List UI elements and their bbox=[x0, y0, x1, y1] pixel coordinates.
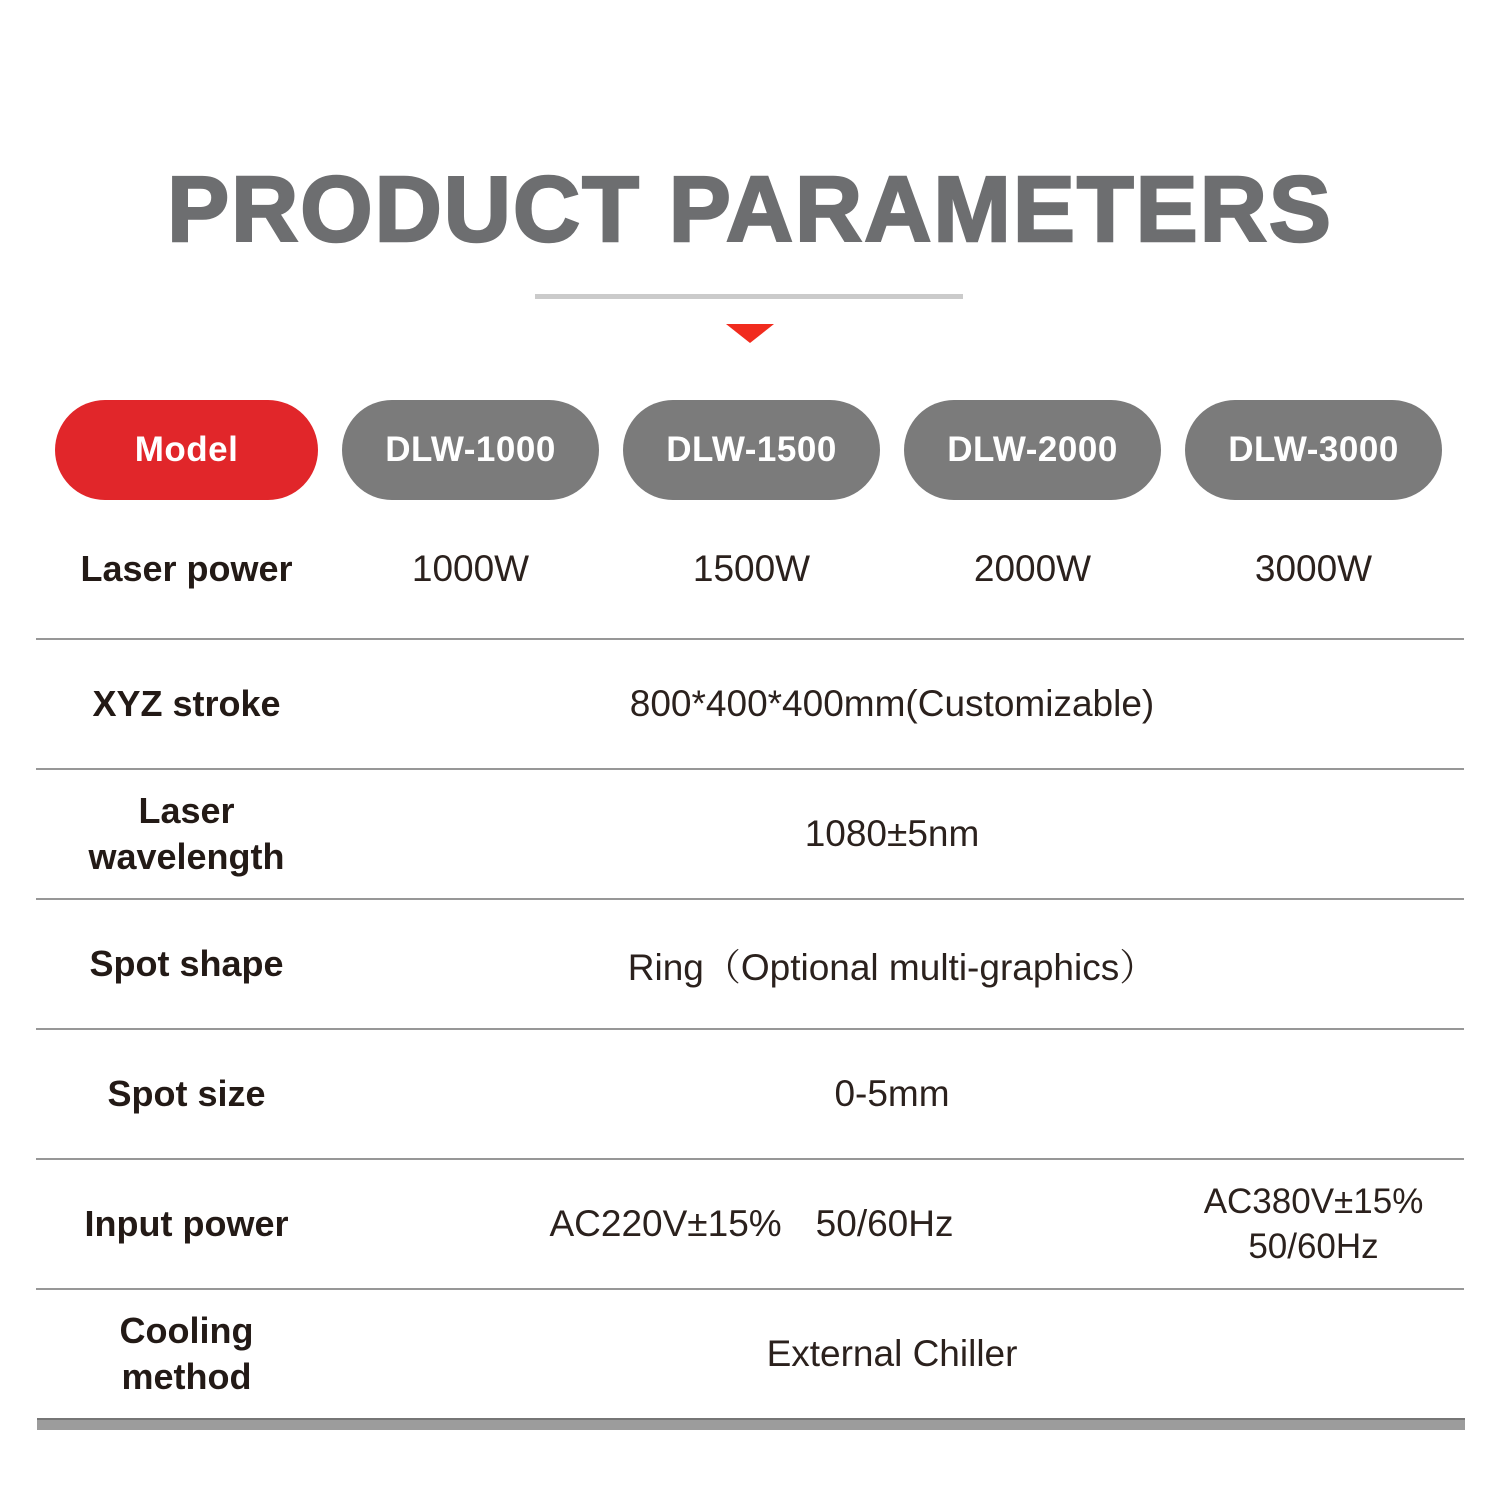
laser-power-dlw-3000: 3000W bbox=[1254, 548, 1373, 589]
table-bottom-bar bbox=[37, 1418, 1465, 1430]
model-pill-dlw-1500: DLW-1500 bbox=[623, 400, 880, 500]
row-label-input-power: Input power bbox=[84, 1202, 289, 1244]
cooling-method-value: External Chiller bbox=[766, 1333, 1018, 1374]
row-label-laser-power: Laser power bbox=[80, 547, 293, 589]
laser-power-dlw-1000: 1000W bbox=[411, 548, 530, 589]
row-label-spot-shape: Spot shape bbox=[89, 942, 284, 984]
table-row-laser-wavelength bbox=[36, 770, 1464, 900]
table-row-cooling-method bbox=[36, 1290, 1464, 1418]
spot-size-value: 0-5mm bbox=[834, 1073, 950, 1114]
input-power-frequency: 50/60Hz bbox=[815, 1203, 954, 1244]
model-pill: Model bbox=[55, 400, 318, 500]
row-label-cooling-method: Cooling method bbox=[119, 1309, 254, 1397]
input-power-dlw3000-frequency: 50/60Hz bbox=[1248, 1227, 1379, 1266]
input-power-dlw3000-voltage: AC380V±15% bbox=[1203, 1181, 1424, 1221]
table-row-spot-shape bbox=[36, 900, 1464, 1030]
model-pill-dlw-1000: DLW-1000 bbox=[342, 400, 599, 500]
input-power-main-value bbox=[342, 1203, 1161, 1245]
laser-power-dlw-1500: 1500W bbox=[692, 548, 811, 589]
model-pill-dlw-2000: DLW-2000 bbox=[904, 400, 1161, 500]
spot-shape-value: Ring（Optional multi-graphics） bbox=[627, 947, 1157, 988]
laser-power-dlw-2000: 2000W bbox=[973, 548, 1092, 589]
row-label-laser-wavelength: Laser wavelength bbox=[88, 789, 285, 877]
table-row-xyz-stroke bbox=[36, 640, 1464, 770]
laser-wavelength-value: 1080±5nm bbox=[804, 813, 980, 854]
row-label-spot-size: Spot size bbox=[107, 1072, 266, 1114]
row-label-xyz-stroke: XYZ stroke bbox=[92, 682, 281, 724]
model-pill-dlw-3000: DLW-3000 bbox=[1185, 400, 1442, 500]
xyz-stroke-value: 800*400*400mm(Customizable) bbox=[629, 683, 1155, 724]
title-underline bbox=[535, 294, 963, 299]
input-power-dlw3000-value bbox=[1185, 1179, 1442, 1270]
table-row-spot-size bbox=[36, 1030, 1464, 1160]
input-power-voltage: AC220V±15% bbox=[549, 1203, 782, 1244]
page-title: PRODUCT PARAMETERS bbox=[167, 157, 1333, 261]
table-row-input-power bbox=[36, 1160, 1464, 1290]
table-row-laser-power bbox=[36, 500, 1464, 640]
triangle-down-icon bbox=[726, 324, 774, 343]
model-header-row bbox=[55, 400, 1442, 500]
parameters-table bbox=[36, 500, 1464, 1418]
